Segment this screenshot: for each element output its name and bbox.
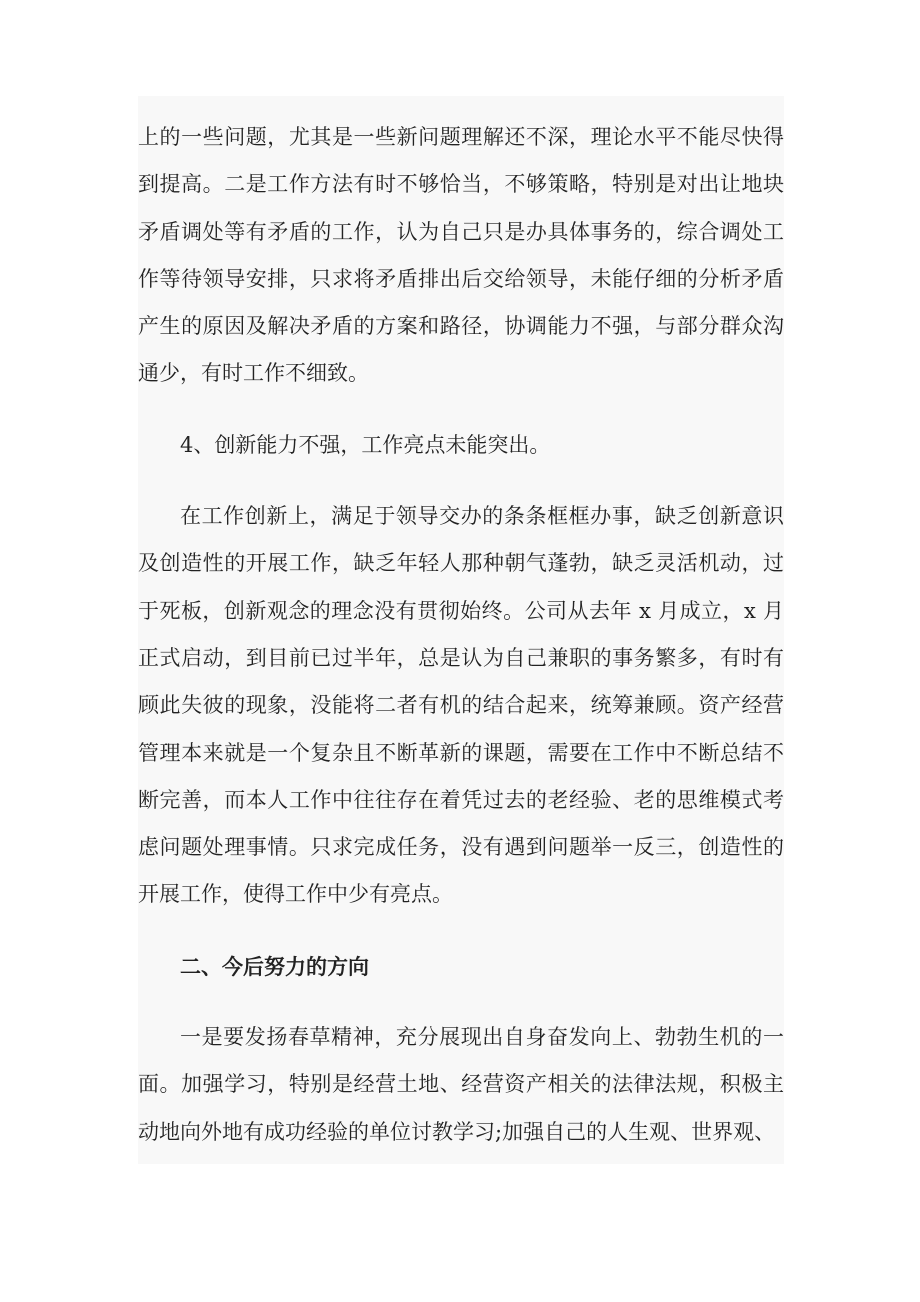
- paragraph-continuation: 上的一些问题，尤其是一些新问题理解还不深，理论水平不能尽快得到提高。二是工作方法有时不够恰当，不够策略，特别是对出让地块矛盾调处等有矛盾的工作，认为自己只是办具体事务的，综合调处工作等待领导安排，只求将矛盾排出后交给领导，未能仔细的分析矛盾产生的原因及解决矛盾的方案和路径，协调能力不强，与部分群众沟通少，有时工作不细致。: [138, 125, 784, 386]
- document-page: [138, 96, 784, 1164]
- paragraph-item-4-heading: 4、创新能力不强，工作亮点未能突出。: [180, 432, 551, 457]
- document-body: [138, 114, 784, 1156]
- paragraph-spring-grass-spirit: 一是要发扬春草精神，充分展现出自身奋发向上、勃勃生机的一面。加强学习，特别是经营土地、经营资产相关的法律法规，积极主动地向外地有成功经验的单位讨教学习;加强自己的人生观、世界观、: [138, 1025, 784, 1144]
- paragraph-innovation-detail: 在工作创新上，满足于领导交办的条条框框办事，缺乏创新意识及创造性的开展工作，缺乏年轻人那种朝气蓬勃，缺乏灵活机动，过于死板，创新观念的理念没有贯彻始终。公司从去年 x 月成立，x 月正式启动，到目前已过半年，总是认为自己兼职的事务繁多，有时有顾此失彼的现象，没能将二者有机的结合起来，统筹兼顾。资产经营管理本来就是一个复杂且不断革新的课题，需要在工作中不断总结不断完善，而本人工作中往往存在着凭过去的老经验、老的思维模式考虑问题处理事情。只求完成任务，没有遇到问题举一反三，创造性的开展工作，使得工作中少有亮点。: [138, 504, 784, 907]
- section-heading-future-direction: 二、今后努力的方向: [180, 953, 369, 979]
